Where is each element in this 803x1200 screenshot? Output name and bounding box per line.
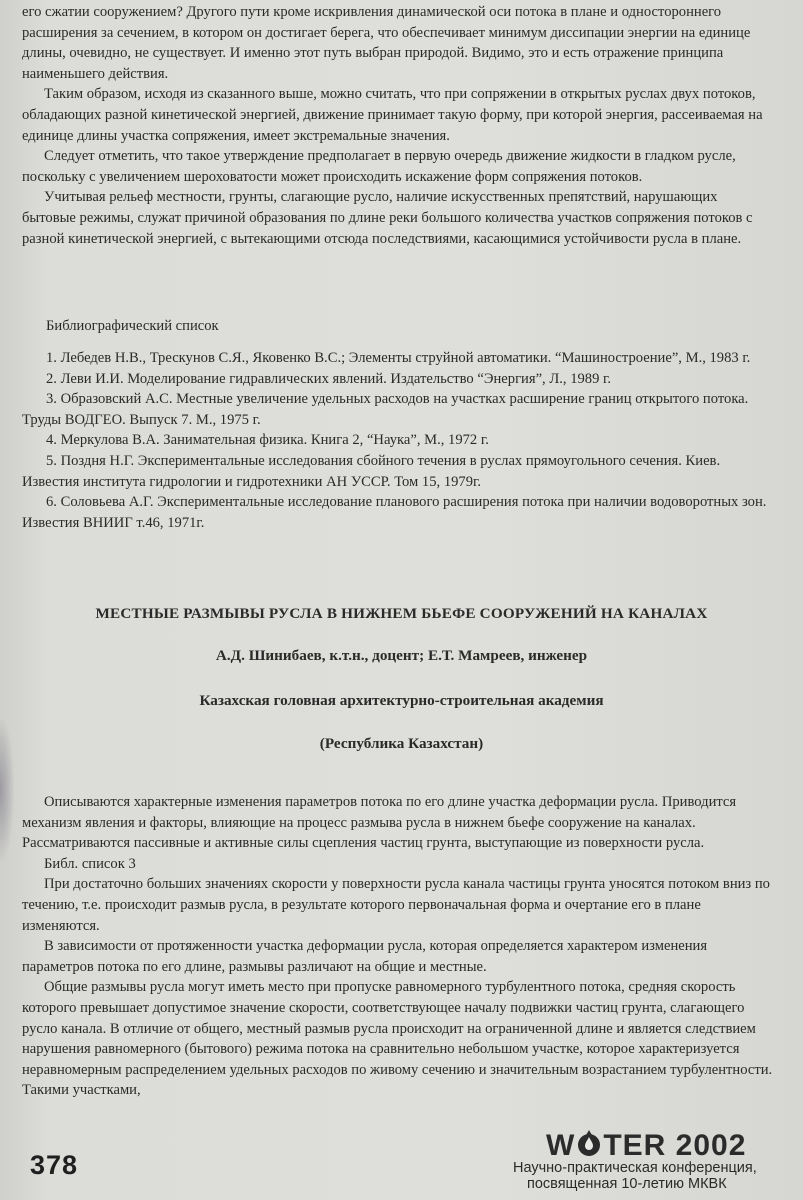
page-number: 378 xyxy=(30,1150,79,1180)
article-country: (Республика Казахстан) xyxy=(319,735,484,752)
conference-line-2: посвященная 10-летию МКВК xyxy=(527,1176,727,1192)
bibliography-item: 5. Поздня Н.Г. Экспериментальные исследования сбойного течения в руслах прямоугольного сечения. Киев. Известия института гидрологии и гидротехники АН УССР. Том 15, 1979г. xyxy=(22,452,721,490)
article-institution: Казахская головная архитектурно-строительная академия xyxy=(199,692,604,709)
paragraph: Общие размывы русла могут иметь место при пропуске равномерного турбулентного потока, средняя скорость которого превышает допустимое значение скорости, соответствующее началу подвижки частиц грунта, слагающего русло канала. В отличие от общего, местный размыв русла происходит на ограниченной длине и является следствием нарушения равномерного (бытового) режима потока на сравнительно небольшом участке, которое характеризуется неравномерным распределением удельных расходов по живому сечению и значительным возрастанием турбулентности. Такими участками, xyxy=(22,979,773,1099)
bibliography-item: 1. Лебедев Н.В., Трескунов С.Я., Яковенко В.С.; Элементы струйной автоматики. “Машиностроение”, М., 1983 г. xyxy=(46,350,751,366)
bib-count: Библ. список 3 xyxy=(44,855,136,872)
paragraph: Учитывая рельеф местности, грунты, слагающие русло, наличие искусственных препятствий, нарушающих бытовые режимы, служат причиной образования по длине реки большого количества участков сопряжения потоков с разной кинетической энергией, с вытекающими отсюда последствиями, касающимися устойчивости русла в плане. xyxy=(22,189,753,247)
article-title: МЕСТНЫЕ РАЗМЫВЫ РУСЛА В НИЖНЕМ БЬЕФЕ СООРУЖЕНИЙ НА КАНАЛАХ xyxy=(95,605,708,622)
bibliography-list xyxy=(22,348,774,533)
water-drop-icon xyxy=(577,1128,601,1158)
conference-line-1: Научно-практическая конференция, xyxy=(513,1160,757,1176)
paragraph: При достаточно больших значениях скорости у поверхности русла канала частицы грунта уносятся потоком вниз по течению, т.е. происходит размыв русла, в результате которого первоначальная форма и очертание его в плане изменяются. xyxy=(22,876,770,934)
preceding-article-text xyxy=(22,2,774,249)
article-body xyxy=(22,792,774,1101)
logo-w: W xyxy=(546,1129,576,1162)
paragraph: его сжатии сооружением? Другого пути кроме искривления динамической оси потока в плане и одностороннего расширения за сечением, в котором он достигает берега, что обеспечивает минимум диссипации энергии на единице длины, очевидно, не существует. И именно этот путь выбран природой. Видимо, это и есть отражение принципа наименьшего действия. xyxy=(22,4,751,82)
bibliography-title: Библиографический список xyxy=(46,318,219,334)
paragraph: Следует отметить, что такое утверждение предполагает в первую очередь движение жидкости в гладком русле, поскольку с увеличением шероховатости может происходить искажение форм сопряжения потоков. xyxy=(22,148,736,185)
bibliography-item: 3. Образовский А.С. Местные увеличение удельных расходов на участках расширение границ открытого потока. Труды ВОДГЕО. Выпуск 7. М., 1975 г. xyxy=(22,391,749,428)
paragraph: В зависимости от протяженности участка деформации русла, которая определяется характером изменения параметров потока по его длине, размывы различают на общие и местные. xyxy=(22,938,708,975)
water-2002-logo xyxy=(546,1128,746,1163)
article-authors: А.Д. Шинибаев, к.т.н., доцент; Е.Т. Мамреев, инженер xyxy=(215,647,588,664)
abstract: Описываются характерные изменения параметров потока по его длине участка деформации русла. Приводится механизм явления и факторы, влияющие на процесс размыва русла в нижнем бьефе сооружение на каналах. Рассматриваются пассивные и активные силы сцепления частиц грунта, выступающие из поверхности русла. xyxy=(22,794,737,852)
bibliography-item: 4. Меркулова В.А. Занимательная физика. Книга 2, “Наука”, М., 1972 г. xyxy=(46,432,489,449)
bibliography-item: 6. Соловьева А.Г. Экспериментальные исследование планового расширения потока при наличии водоворотных зон. Известия ВНИИГ т.46, 1971г. xyxy=(22,494,767,531)
bibliography-item: 2. Леви И.И. Моделирование гидравлических явлений. Издательство “Энергия”, Л., 1989 г. xyxy=(46,370,612,387)
paragraph: Таким образом, исходя из сказанного выше, можно считать, что при сопряжении в открытых руслах двух потоков, обладающих разной кинетической энергией, движение принимает такую форму, при которой энергия, рассеиваемая на единице длины участка сопряжения, имеет экстремальные значения. xyxy=(22,86,763,144)
logo-text: TER 2002 xyxy=(603,1129,747,1162)
